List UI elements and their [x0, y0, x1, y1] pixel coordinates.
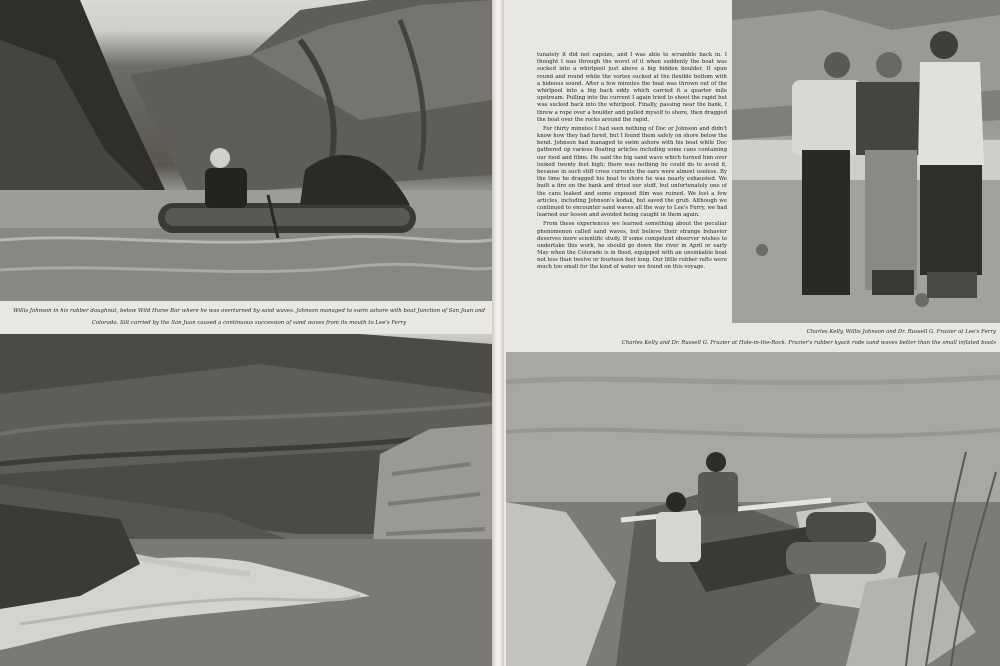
photo-canyon-junction [0, 334, 492, 666]
photo-river-rubber-boat [0, 0, 492, 301]
article-paragraph: From these experiences we learned something about the peculiar phenomenon called sand waves, but believe their strange behavior deserves more scientific study. If some competent observer wishes to undertake this work, he should go down the river in April or early May when the Colorado is in flood, equipped with an unsinkable boat not less than twelve or fourteen feet long. Our little rubber rafts were much too small for the kind of water we found on this voyage. [537, 221, 727, 271]
photo-canyon-junction-drawing [0, 334, 492, 666]
caption-kayak: Charles Kelly and Dr. Russell G. Frazier at Hole-in-the-Rock. Frazier's rubber kyack rode sand waves better than the small inflated boats [621, 340, 996, 346]
photo-kayak-drawing [506, 352, 1000, 666]
article-paragraph: tunately it did not capsize, and I was able to scramble back in. I thought I was through the worst of it when suddenly the boat was sucked into a whirlpool just above a big hidden boulder. It spun round and round while the vortex sucked at the flexible bottom with a hideous sound. After a few minutes the boat was thrown out of the whirlpool into a big back eddy which carried it a quarter mile upstream. Pulling into the current I again tried to shoot the rapid but was sucked back into the whirlpool. Finally, passing near the bank, I threw a rope over a boulder and pulled myself to shore, then dragged the boat over the rocks around the rapid. [537, 52, 727, 123]
caption-three-men: Charles Kelly, Willis Johnson and Dr. Russell G. Frazier at Lee's Ferry [806, 329, 996, 335]
page-gutter [492, 0, 504, 666]
photo-kayak-hole-in-the-rock [506, 352, 1000, 666]
caption-river-boat: Willis Johnson in his rubber doughnut, below Wild Horse Bar where he was overturned by sand waves. Johnson managed to swim ashore with boat Junction of San Juan and Colorado. Silt carried by the San Juan caused a continuous succession of sand waves from its mouth to Lee's Ferry [12, 308, 486, 326]
photo-three-men-drawing [732, 0, 1000, 323]
article-paragraph: For thirty minutes I had seen nothing of Doc or Johnson and didn't know how they had fared, but I found them safely on shore below the bend. Johnson had managed to swim ashore with his boat while Doc gathered up various floating articles including some cans containing our food and films. He said the big sand wave which turned him over looked twenty feet high; there was nothing he could do to avoid it, because in such stiff cross currents the oars were almost useless. By the time he dragged his boat to shore he was nearly exhausted. We built a fire on the bank and dried our stuff, but unfortunately one of the cans leaked and some exposed film was ruined. We lost a few articles, including Johnson's kodak, but saved the grub. Although we continued to encounter sand waves all the way to Lee's Ferry, we had learned our lesson and avoided being caught in them again. [537, 125, 727, 219]
article-text-column [537, 52, 727, 324]
photo-three-men [732, 0, 1000, 323]
photo-river-rubber-boat-drawing [0, 0, 492, 301]
